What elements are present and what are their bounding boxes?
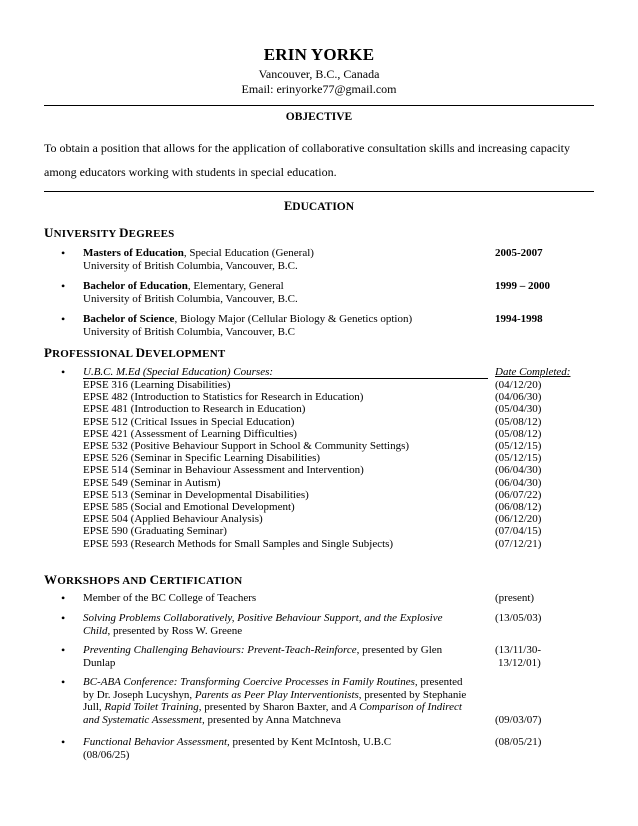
objective-text: To obtain a position that allows for the application of collaborative consultation skills and increasing capacity among educators working with students in special education. — [44, 141, 571, 179]
course-date: (05/08/12) — [495, 415, 542, 428]
courses-label: U.B.C. M.Ed (Special Education) Courses: — [83, 366, 274, 378]
workshop-item: Functional Behavior Assessment, presented by Kent McIntosh, U.B.C (08/06/25) — [83, 736, 392, 761]
course-date: (07/12/21) — [495, 537, 542, 550]
workshop-date: (09/03/07) — [495, 714, 542, 726]
objective-title: OBJECTIVE — [285, 111, 353, 123]
course-date: (06/04/30) — [495, 476, 542, 489]
divider — [44, 191, 594, 192]
professional-development-heading: PROFESSIONAL DEVELOPMENT — [44, 345, 226, 360]
workshop-item: Solving Problems Collaboratively, Positive Behaviour Support, and the Explosive Child, presented by Ross W. Greene — [83, 612, 443, 637]
course-name: EPSE 590 (Graduating Seminar) — [83, 525, 227, 538]
bullet: • — [61, 312, 66, 326]
bullet: • — [61, 735, 66, 749]
course-date: (06/12/20) — [495, 513, 542, 526]
workshop-date: (08/05/21) — [495, 736, 542, 748]
course-date: (06/08/12) — [495, 501, 542, 513]
bullet: • — [61, 611, 66, 625]
workshop-item: Preventing Challenging Behaviours: Prevent-Teach-Reinforce, presented by Glen Dunlap — [83, 644, 443, 669]
workshop-date: (13/05/03) — [495, 612, 542, 624]
course-date: (05/12/15) — [495, 440, 542, 452]
degree-item: Masters of Education, Special Education (General) University of British Columbia, Vancouver, B.C. — [83, 247, 314, 272]
candidate-email: Email: erinyorke77@gmail.com — [241, 82, 397, 96]
date-completed-label: Date Completed: — [495, 366, 571, 378]
course-date: (05/08/12) — [495, 427, 542, 440]
candidate-name: ERIN YORKE — [263, 45, 375, 64]
degree-item: Bachelor of Science, Biology Major (Cellular Biology & Genetics option) University of British Columbia, Vancouver, B.C — [83, 313, 413, 338]
course-date: (05/04/30) — [495, 403, 542, 416]
candidate-location: Vancouver, B.C., Canada — [258, 67, 380, 81]
bullet: • — [61, 675, 66, 689]
course-name: EPSE 421 (Assessment of Learning Difficulties) — [83, 427, 297, 440]
course-date: (07/04/15) — [495, 525, 542, 538]
degree-item: Bachelor of Education, Elementary, General University of British Columbia, Vancouver, B.C. — [83, 280, 298, 305]
course-name: EPSE 513 (Seminar in Developmental Disabilities) — [83, 488, 309, 501]
degree-years: 1994-1998 — [495, 313, 543, 325]
course-name: EPSE 481 (Introduction to Research in Education) — [83, 403, 306, 416]
course-name: EPSE 549 (Seminar in Autism) — [83, 476, 221, 489]
degree-years: 2005-2007 — [495, 247, 543, 259]
workshop-date: (13/11/30- 13/12/01) — [495, 644, 542, 669]
course-name: EPSE 504 (Applied Behaviour Analysis) — [83, 513, 263, 526]
bullet: • — [61, 365, 66, 379]
course-date: (04/12/20) — [495, 379, 542, 391]
workshop-date: (present) — [495, 592, 535, 604]
course-name: EPSE 512 (Critical Issues in Special Education) — [83, 415, 295, 428]
course-name: EPSE 532 (Positive Behaviour Support in School & Community Settings) — [83, 440, 410, 452]
degree-years: 1999 – 2000 — [495, 280, 550, 292]
course-name: EPSE 316 (Learning Disabilities) — [83, 379, 231, 391]
bullet: • — [61, 279, 66, 293]
bullet: • — [61, 591, 66, 605]
course-name: EPSE 585 (Social and Emotional Development) — [83, 501, 295, 513]
course-name: EPSE 514 (Seminar in Behaviour Assessment and Intervention) — [83, 464, 364, 477]
workshop-item: Member of the BC College of Teachers — [83, 592, 257, 604]
course-date: (06/07/22) — [495, 488, 542, 501]
workshop-item: BC-ABA Conference: Transforming Coercive Processes in Family Routines, presented by Dr. Joseph Lucyshyn, Parents as Peer Play Interventionists, presented by Stephanie Jull, Rapid Toilet Training, presented by Sharon Baxter, and A Comparison of Indirect and Systematic Assessment, presented by Anna Matchneva — [83, 676, 467, 726]
education-title-rest: DUCATION — [292, 201, 355, 213]
divider — [44, 105, 594, 106]
course-date: (05/12/15) — [495, 452, 542, 465]
bullet: • — [61, 246, 66, 260]
education-title-initial: E — [283, 199, 293, 213]
course-name: EPSE 526 (Seminar in Specific Learning Disabilities) — [83, 452, 321, 465]
course-name: EPSE 482 (Introduction to Statistics for Research in Education) — [83, 391, 364, 404]
course-date: (04/06/30) — [495, 391, 542, 404]
education-title — [0, 199, 638, 214]
workshops-heading: WORKSHOPS AND CERTIFICATION — [44, 572, 243, 587]
bullet: • — [61, 643, 66, 657]
course-name: EPSE 593 (Research Methods for Small Samples and Single Subjects) — [83, 537, 394, 550]
university-degrees-heading: UNIVERSITY DEGREES — [44, 225, 175, 240]
course-date: (06/04/30) — [495, 464, 542, 477]
